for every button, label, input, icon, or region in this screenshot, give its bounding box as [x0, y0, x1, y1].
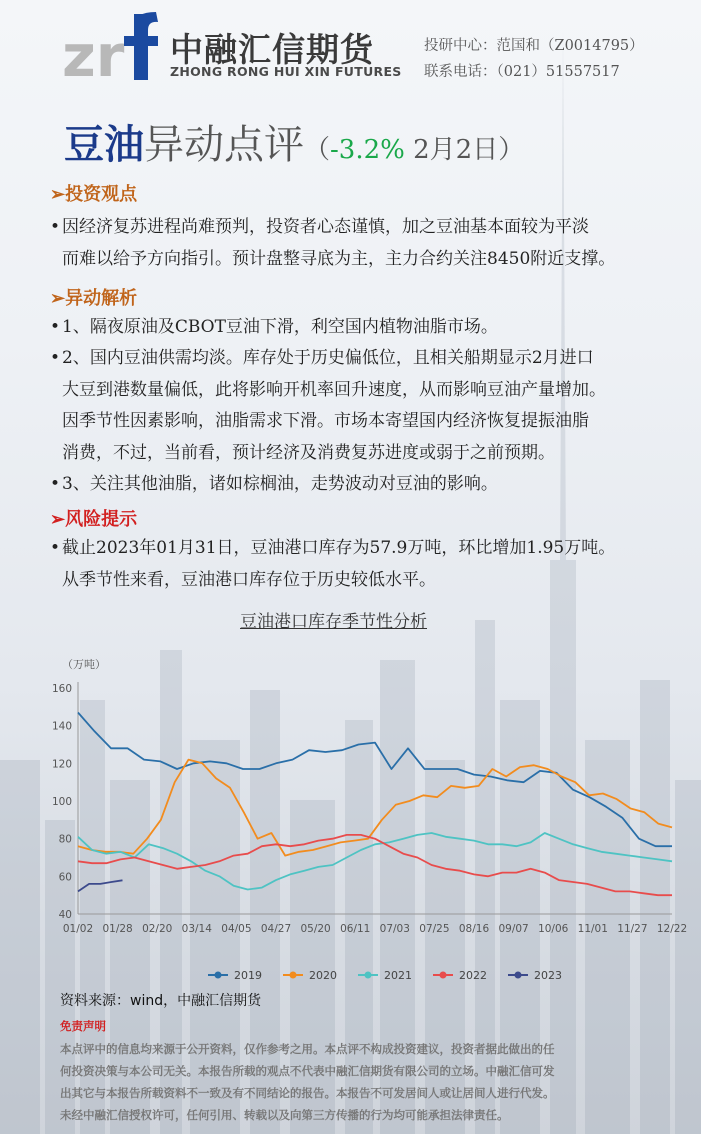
section-risk [50, 505, 137, 531]
risk-text [50, 533, 690, 596]
analysis-item-2 [50, 343, 690, 469]
y-tick-label: 140 [51, 720, 72, 733]
section-analysis [50, 284, 137, 310]
disclaimer-line: 出其它与本报告所载资料不一致及有不同结论的报告。本报告不可发居间人或让居间人进行代发。 [60, 1086, 555, 1100]
x-tick-label: 09/07 [498, 923, 529, 935]
title-product: 豆油 [64, 122, 144, 168]
x-tick-label: 08/16 [458, 923, 490, 935]
x-tick-label: 07/03 [379, 923, 410, 935]
title-change-pct: -3.2% [330, 135, 405, 165]
section-title: 投资观点 [65, 184, 138, 205]
series-line-2021 [78, 833, 672, 890]
header [0, 0, 701, 100]
company-name-en: ZHONG RONG HUI XIN FUTURES [170, 64, 402, 79]
x-tick-label: 07/25 [419, 923, 450, 935]
phone-contact: 联系电话：（021）51557517 [424, 64, 620, 80]
svg-text:zr: zr [62, 22, 125, 82]
x-tick-label: 12/22 [656, 923, 688, 935]
legend-label-2020: 2020 [309, 969, 337, 982]
title-subject: 异动点评 [144, 122, 304, 168]
x-tick-label: 04/27 [260, 923, 292, 935]
x-tick-label: 01/02 [62, 923, 94, 935]
section-investment-view [50, 180, 137, 206]
legend-marker-2022 [440, 972, 447, 979]
disclaimer-line: 未经中融汇信授权许可，任何引用、转载以及向第三方传播的行为均可能承担法律责任。 [60, 1108, 509, 1122]
chart-title: 豆油港口库存季节性分析 [240, 612, 427, 632]
section-title: 风险提示 [65, 509, 138, 530]
y-tick-label: 160 [51, 683, 72, 695]
legend-label-2023: 2023 [534, 969, 562, 982]
y-tick-label: 60 [58, 871, 72, 884]
series-line-2023 [78, 880, 123, 891]
disclaimer-line: 何投资决策与本公司无关。本报告所载的观点不代表中融汇信期货有限公司的立场。中融汇信可发 [60, 1064, 555, 1078]
legend-marker-2021 [365, 972, 372, 979]
text-line: 而难以给予方向指引。预计盘整寻底为主，主力合约关注8450附近支撑。 [62, 248, 616, 269]
text-line: 大豆到港数量偏低，此将影响开机率回升速度，从而影响豆油产量增加。 [62, 379, 606, 400]
y-axis-label: （万吨） [62, 658, 106, 671]
y-tick-label: 80 [58, 833, 72, 846]
x-tick-label: 11/27 [617, 923, 648, 935]
y-tick-label: 40 [58, 909, 72, 921]
bullet: • [50, 317, 61, 337]
disclaimer-title: 免责声明 [60, 1019, 106, 1033]
legend-marker-2023 [515, 972, 522, 979]
x-tick-label: 01/28 [102, 923, 133, 935]
disclaimer-text [60, 1038, 650, 1126]
analysis-item-1 [50, 312, 690, 344]
legend-marker-2020 [290, 972, 297, 979]
disclaimer-line: 本点评中的信息均来源于公开资料，仅作参考之用。本点评不构成投资建议，投资者据此做出的任 [60, 1042, 555, 1056]
company-name-cn: 中融汇信期货 [170, 30, 374, 69]
legend-label-2022: 2022 [459, 969, 487, 982]
company-logo-icon [62, 12, 162, 82]
inventory-seasonal-chart [40, 640, 690, 1000]
arrow-icon: ➢ [50, 509, 66, 530]
investment-view-text [50, 212, 690, 275]
text-line: 3、关注其他油脂，诸如棕榈油，走势波动对豆油的影响。 [62, 474, 498, 494]
x-tick-label: 05/20 [300, 923, 331, 935]
x-tick-label: 02/20 [142, 923, 173, 935]
report-title [64, 113, 524, 170]
text-line: 因季节性因素影响，油脂需求下滑。市场本寄望国内经济恢复提振油脂 [62, 411, 589, 431]
section-title: 异动解析 [65, 288, 138, 309]
bullet: • [50, 348, 61, 368]
y-tick-label: 120 [51, 758, 72, 771]
title-date: 2月2日） [404, 135, 525, 165]
x-tick-label: 11/01 [577, 923, 608, 935]
text-line: 2、国内豆油供需均淡。库存处于历史偏低位，且相关船期显示2月进口 [62, 348, 594, 368]
text-line: 因经济复苏进程尚难预判，投资者心态谨慎，加之豆油基本面较为平淡 [62, 217, 589, 237]
bullet: • [50, 217, 61, 237]
series-line-2020 [78, 760, 672, 856]
arrow-icon: ➢ [50, 288, 66, 309]
legend-marker-2019 [215, 972, 222, 979]
x-tick-label: 10/06 [538, 923, 569, 935]
y-tick-label: 100 [51, 796, 72, 808]
bullet: • [50, 538, 61, 558]
title-paren: （ [304, 135, 331, 165]
text-line: 从季节性来看，豆油港口库存位于历史较低水平。 [62, 569, 436, 590]
analysis-item-3 [50, 469, 690, 501]
data-source: 资料来源：wind，中融汇信期货 [60, 993, 262, 1009]
text-line: 消费，不过，当前看，预计经济及消费复苏进度或弱于之前预期。 [62, 442, 555, 463]
x-tick-label: 04/05 [221, 923, 252, 935]
arrow-icon: ➢ [50, 184, 66, 205]
x-tick-label: 06/11 [340, 923, 371, 935]
analyst-contact: 投研中心：范国和（Z0014795） [424, 38, 644, 54]
legend-label-2019: 2019 [234, 969, 262, 982]
x-tick-label: 03/14 [181, 923, 212, 935]
text-line: 1、隔夜原油及CBOT豆油下滑，利空国内植物油脂市场。 [62, 317, 498, 337]
legend-label-2021: 2021 [384, 969, 412, 982]
series-line-2019 [78, 713, 672, 847]
bullet: • [50, 474, 61, 494]
text-line: 截止2023年01月31日，豆油港口库存为57.9万吨，环比增加1.95万吨。 [62, 538, 616, 558]
